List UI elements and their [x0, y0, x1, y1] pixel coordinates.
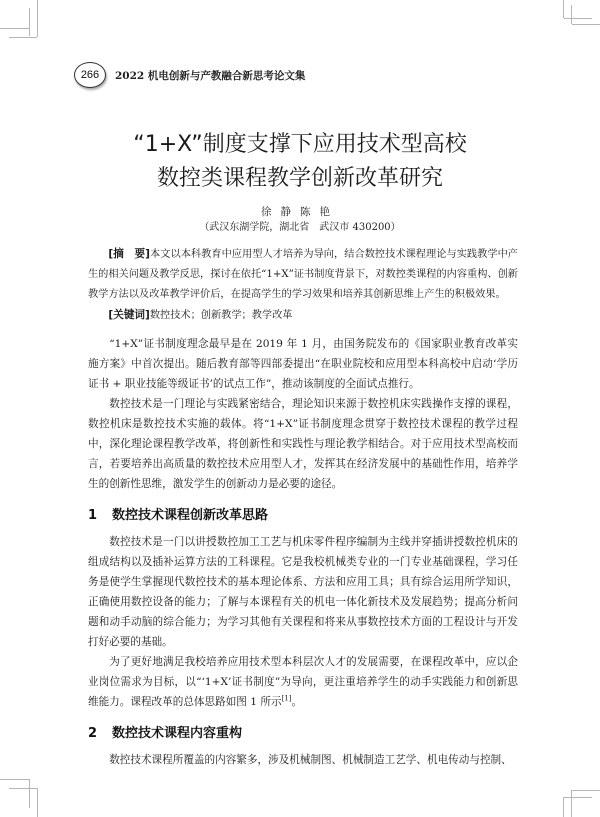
article-title-line-2: 数控类课程教学创新改革研究	[156, 166, 443, 191]
abstract-text: 本文以本科教育中应用型人才培养为导向，结合数控技术课程理论与实践教学中产生的相关问题及教学反思，探讨在依托“1+X”证书制度背景下，对数控类课程的内容重构、创新教学方法以及改革教学评价后，在提高学生的学习效果和培养其创新思维上产生的积极效果。	[88, 249, 518, 300]
section-1-body	[88, 532, 518, 712]
citation[interactable]: [1]	[281, 694, 292, 703]
section-heading-1	[88, 506, 518, 526]
paragraph: “1+X”证书制度理念最早是在 2019 年 1 月，由国务院发布的《国家职业教育改革实施方案》中首次提出。随后教育部等四部委提出“在职业院校和应用型本科高校中启动‘学历证书 + 职业技能等级证书’的试点工作”，推动该制度的全面试点推行。	[88, 338, 518, 390]
paragraph: 数控技术课程所覆盖的内容繁多，涉及机械制图、机械制造工艺学、机电传动与控制、	[109, 754, 512, 766]
journal-title: 2022 机电创新与产教融合新思考论文集	[115, 69, 306, 82]
authors: 徐静陈艳	[261, 206, 339, 218]
section-heading-2	[88, 724, 518, 744]
introduction	[88, 334, 518, 494]
running-header	[74, 62, 518, 88]
title-block	[0, 128, 600, 236]
affiliation: （武汉东湖学院，湖北省 武汉市 430200）	[199, 222, 401, 233]
paragraph-end: 。	[291, 696, 303, 708]
section-title: 数控技术课程创新改革思路	[112, 508, 269, 523]
paragraph-text: 为了更好地满足我校培养应用技术型本科层次人才的发展需要，在课程改革中，应以企业岗位需求为目标，以“‘1+X’证书制度”为导向，更注重培养学生的动手实践能力和创新思维能力。课程改革的总体思路如图 1 所示	[88, 656, 518, 708]
section-2-body	[88, 750, 518, 770]
section-number: 2	[88, 726, 98, 741]
keywords-text: 数控技术；创新教学；教学改革	[149, 310, 293, 321]
page-number: 266	[74, 62, 106, 88]
abstract	[88, 244, 518, 305]
paragraph	[88, 652, 518, 712]
section-number: 1	[88, 508, 98, 523]
abstract-label: [摘 要]	[108, 248, 150, 260]
section-title: 数控技术课程内容重构	[112, 726, 243, 741]
paragraph: 数控技术是一门理论与实践紧密结合，理论知识来源于数控机床实践操作支撑的课程，数控机床是数控技术实施的载体。将“1+X”证书制度理念贯穿于数控技术课程的教学过程中，深化理论课程教学改革，将创新性和实践性与理论教学相结合。对于应用技术型高校而言，若要培养出高质量的数控技术应用型人才，发挥其在经济发展中的基础性作用，培养学生的创新性思维，激发学生的创新动力是必要的途径。	[88, 398, 518, 490]
article-title-line-1: “1+X”制度支撑下应用技术型高校	[133, 132, 467, 157]
keywords-label: [关键词]	[108, 309, 150, 321]
keywords	[88, 305, 518, 326]
paragraph: 数控技术是一门以讲授数控加工工艺与机床零件程序编制为主线并穿插讲授数控机床的组成结构以及插补运算方法的工科课程。它是我校机械类专业的一门专业基础课程，学习任务是使学生掌握现代数控技术的基本理论体系、方法和应用工具；具有综合运用所学知识，正确使用数控设备的能力；了解与本课程有关的机电一体化新技术及发展趋势；提高分析问题和动手动脑的综合能力；为学习其他有关课程和将来从事数控技术方面的工程设计与开发打好必要的基础。	[88, 536, 518, 648]
